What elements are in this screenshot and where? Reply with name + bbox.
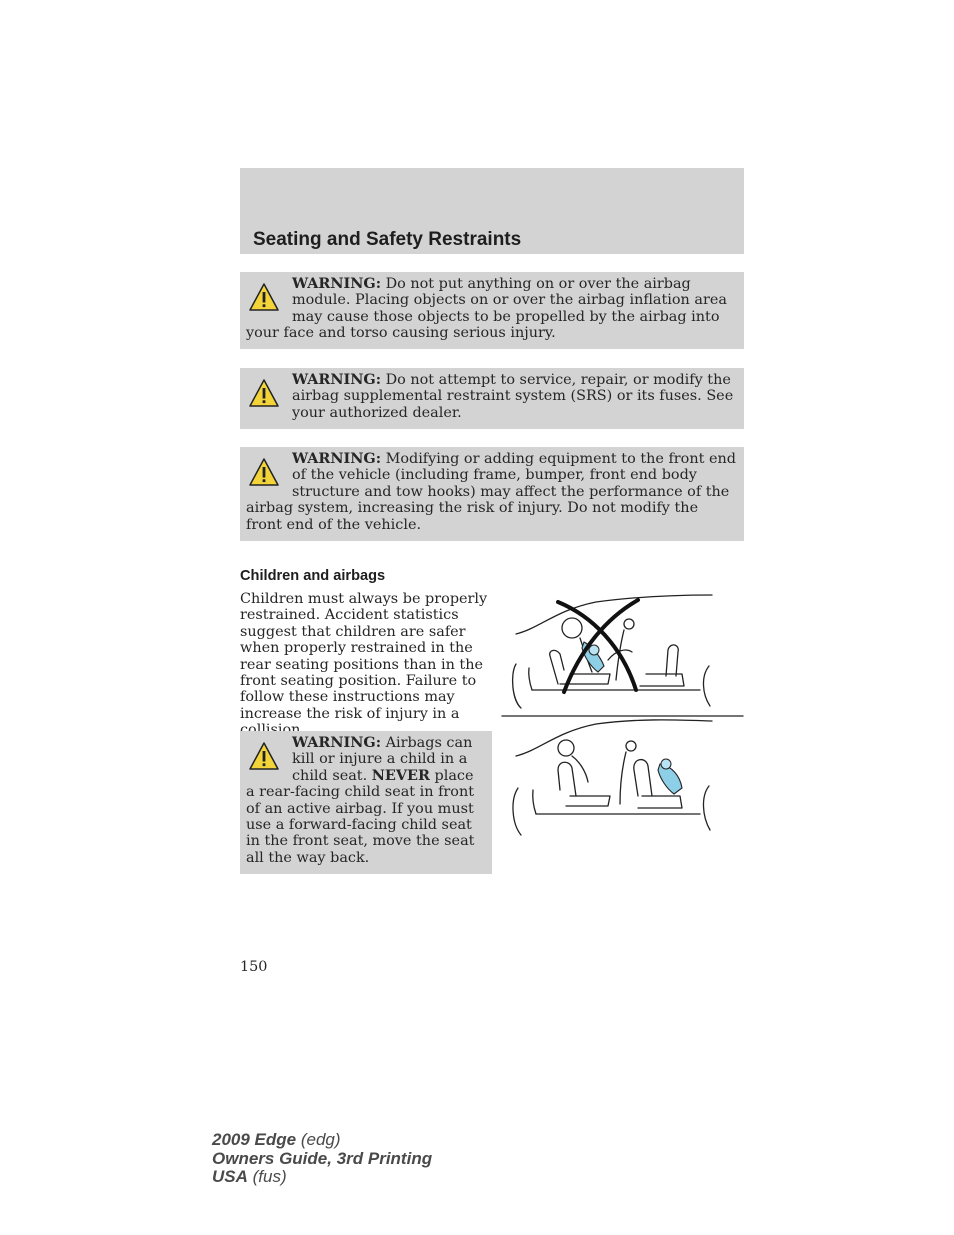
warning-triangle-icon bbox=[249, 378, 279, 408]
warning-text: Airbags can kill or injure a child in a child seat. bbox=[292, 735, 473, 784]
warning-label: WARNING: bbox=[292, 275, 382, 292]
warning-label: WARNING: bbox=[292, 450, 382, 467]
footer-market-code: (fus) bbox=[247, 1167, 287, 1186]
section-header-band bbox=[240, 168, 744, 254]
warning-box-child-seat bbox=[240, 731, 492, 874]
children-airbags-paragraph: Children must always be properly restrained. Accident statistics suggest that children are safer when properly restrained in the rear seating positions than in the front seating position. Failure to follow these instructions may increase the risk of injury in a bbox=[240, 591, 488, 722]
warning-text-continued: place a rear-facing child seat in front of an active airbag. If you must use a forward-facing child seat in the front seat, move the seat all the way back. bbox=[246, 767, 475, 866]
document-footer bbox=[212, 1131, 432, 1187]
footer-line-model bbox=[212, 1131, 432, 1150]
warning-label: WARNING: bbox=[292, 371, 382, 388]
warning-text: Modifying or adding equipment to the front end of the vehicle (including frame, bumper, front end body structure and tow hooks) may affect the performance of the airbag system, increasing the risk of injury. Do not modify the front end of the vehicle. bbox=[246, 451, 736, 533]
warning-box-srs-service bbox=[240, 368, 744, 429]
warning-label: WARNING: bbox=[292, 734, 382, 751]
warning-triangle-icon bbox=[249, 741, 279, 771]
warning-text: Do not attempt to service, repair, or modify the airbag supplemental restraint system (SRS) or its fuses. See your authorized dealer. bbox=[292, 372, 734, 421]
footer-line-market bbox=[212, 1168, 432, 1187]
page-number: 150 bbox=[240, 959, 268, 975]
prohibited-x-mark bbox=[558, 600, 638, 692]
section-title: Seating and Safety Restraints bbox=[253, 229, 522, 250]
footer-line-guide bbox=[212, 1150, 432, 1169]
warning-text: Do not put anything on or over the airbag module. Placing objects on or over the airbag inflation area may cause those objects to be propelled by the airbag into your face and torso causing serious injury. bbox=[246, 276, 727, 342]
warning-box-front-end-modification bbox=[240, 447, 744, 541]
child-seat-placement-illustration bbox=[500, 590, 746, 846]
footer-market: USA bbox=[212, 1167, 248, 1186]
footer-model-code: (edg) bbox=[296, 1130, 341, 1149]
warning-box-airbag-module bbox=[240, 272, 744, 349]
warning-emphasis-never: NEVER bbox=[371, 766, 430, 784]
footer-model: 2009 Edge bbox=[212, 1130, 297, 1149]
section-heading-children-airbags: Children and airbags bbox=[240, 568, 386, 584]
vehicle-diagram-correct bbox=[513, 720, 712, 835]
warning-triangle-icon bbox=[249, 457, 279, 487]
footer-guide: Owners Guide, 3rd Printing bbox=[212, 1148, 433, 1168]
child-seat-rear-correct bbox=[658, 764, 682, 794]
warning-triangle-icon bbox=[249, 282, 279, 312]
